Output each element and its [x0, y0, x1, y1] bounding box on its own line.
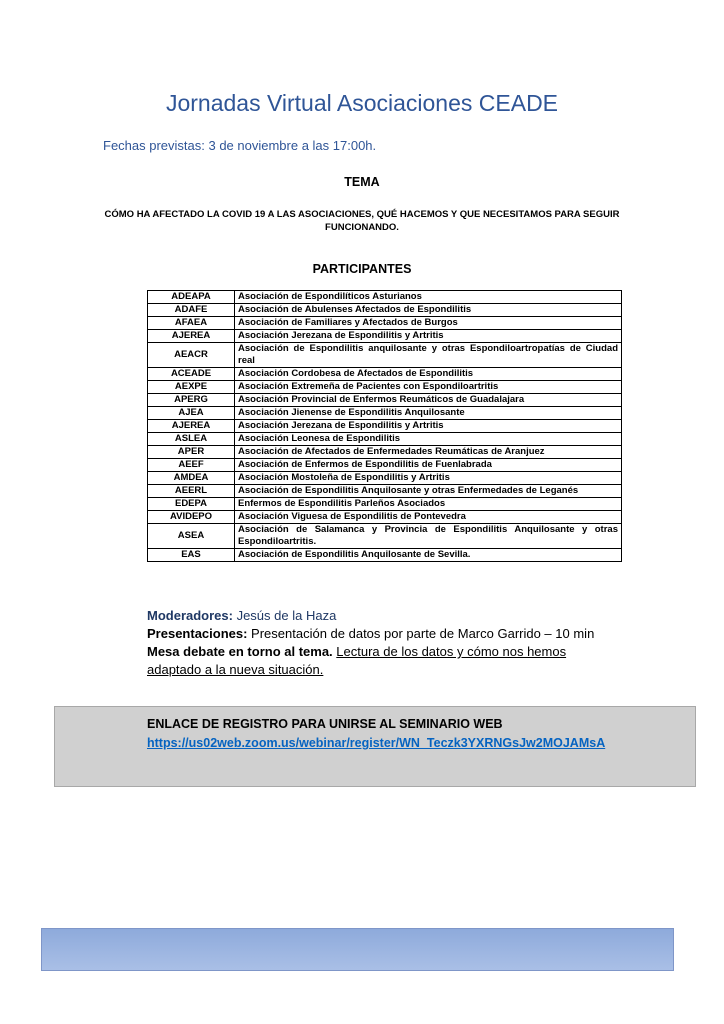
participant-abbr: AJEREA: [148, 330, 235, 343]
participant-name: Asociación de Espondilitis Anquilosante de Sevilla.: [235, 549, 622, 562]
moderators-label: Moderadores:: [147, 608, 233, 623]
participant-name: Asociación Jerezana de Espondilitis y Artritis: [235, 420, 622, 433]
debate-line: [147, 643, 622, 679]
registration-heading: ENLACE DE REGISTRO PARA UNIRSE AL SEMINARIO WEB: [147, 717, 503, 731]
participant-row: [148, 394, 622, 407]
page-title: Jornadas Virtual Asociaciones CEADE: [165, 90, 559, 116]
participant-row: [148, 317, 622, 330]
participant-name: Asociación de Salamanca y Provincia de Espondilitis Anquilosante y otras Espondiloartritis.: [235, 524, 622, 549]
participant-abbr: AVIDEPO: [148, 511, 235, 524]
session-details: [147, 607, 622, 679]
participant-abbr: ASEA: [148, 524, 235, 549]
participants-table-body: [148, 291, 622, 562]
participant-abbr: AMDEA: [148, 472, 235, 485]
participant-row: [148, 459, 622, 472]
participant-abbr: AEEF: [148, 459, 235, 472]
participant-row: [148, 549, 622, 562]
participants-table: [147, 290, 622, 562]
participant-name: Asociación Extremeña de Pacientes con Espondiloartritis: [235, 381, 622, 394]
participant-name: Asociación Mostoleña de Espondilitis y Artritis: [235, 472, 622, 485]
participant-row: [148, 343, 622, 368]
participant-name: Asociación de Abulenses Afectados de Espondilitis: [235, 304, 622, 317]
participant-name: Asociación de Espondilíticos Asturianos: [235, 291, 622, 304]
presentations-value: Presentación de datos por parte de Marco Garrido – 10 min: [247, 626, 595, 641]
tema-heading: TEMA: [344, 175, 380, 189]
participant-row: [148, 420, 622, 433]
participant-name: Asociación Viguesa de Espondilitis de Pontevedra: [235, 511, 622, 524]
participant-name: Asociación de Espondilitis Anquilosante y otras Enfermedades de Leganés: [235, 485, 622, 498]
moderators-value: Jesús de la Haza: [232, 608, 337, 623]
participant-name: Asociación Cordobesa de Afectados de Espondilitis: [235, 368, 622, 381]
participant-name: Enfermos de Espondilitis Parleños Asociados: [235, 498, 622, 511]
participant-row: [148, 381, 622, 394]
footer-bar: [41, 928, 674, 971]
participant-abbr: EDEPA: [148, 498, 235, 511]
participant-name: Asociación Jerezana de Espondilitis y Artritis: [235, 330, 622, 343]
participant-abbr: AFAEA: [148, 317, 235, 330]
participant-row: [148, 368, 622, 381]
participant-row: [148, 485, 622, 498]
participant-name: Asociación Leonesa de Espondilitis: [235, 433, 622, 446]
presentations-line: [147, 625, 622, 643]
participant-abbr: AJEREA: [148, 420, 235, 433]
participant-row: [148, 511, 622, 524]
participant-abbr: AEACR: [148, 343, 235, 368]
participant-abbr: AEXPE: [148, 381, 235, 394]
participant-name: Asociación Jienense de Espondilitis Anquilosante: [235, 407, 622, 420]
participant-name: Asociación de Enfermos de Espondilitis de Fuenlabrada: [235, 459, 622, 472]
participant-name: Asociación de Espondilitis anquilosante y otras Espondiloartropatías de Ciudad real: [235, 343, 622, 368]
participant-abbr: ASLEA: [148, 433, 235, 446]
participant-row: [148, 291, 622, 304]
participant-abbr: ADAFE: [148, 304, 235, 317]
debate-value: Lectura de los datos y cómo nos hemos adaptado a la nueva situación.: [147, 644, 567, 677]
participant-abbr: ADEAPA: [148, 291, 235, 304]
participant-name: Asociación de Afectados de Enfermedades Reumáticas de Aranjuez: [235, 446, 622, 459]
registration-link[interactable]: https://us02web.zoom.us/webinar/register/WN_Teczk3YXRNGsJw2MOJAMsA: [147, 736, 606, 750]
participant-abbr: ACEADE: [148, 368, 235, 381]
participant-abbr: APERG: [148, 394, 235, 407]
participant-abbr: EAS: [148, 549, 235, 562]
participant-row: [148, 407, 622, 420]
participant-row: [148, 524, 622, 549]
participant-row: [148, 446, 622, 459]
debate-label: Mesa debate en torno al tema.: [147, 644, 333, 659]
participant-abbr: APER: [148, 446, 235, 459]
participant-row: [148, 433, 622, 446]
participant-row: [148, 330, 622, 343]
moderators-line: [147, 607, 622, 625]
scheduled-date: Fechas previstas: 3 de noviembre a las 17:00h.: [103, 138, 377, 153]
participant-name: Asociación Provincial de Enfermos Reumáticos de Guadalajara: [235, 394, 622, 407]
tema-text: CÓMO HA AFECTADO LA COVID 19 A LAS ASOCIACIONES, QUÉ HACEMOS Y QUE NECESITAMOS PARA SEGUIR FUNCIONANDO.: [104, 209, 620, 233]
participant-row: [148, 472, 622, 485]
participantes-heading: PARTICIPANTES: [312, 262, 412, 276]
participant-row: [148, 304, 622, 317]
presentations-label: Presentaciones:: [147, 626, 248, 641]
participant-name: Asociación de Familiares y Afectados de Burgos: [235, 317, 622, 330]
participant-row: [148, 498, 622, 511]
participant-abbr: AJEA: [148, 407, 235, 420]
participant-abbr: AEERL: [148, 485, 235, 498]
registration-box: [54, 706, 696, 787]
